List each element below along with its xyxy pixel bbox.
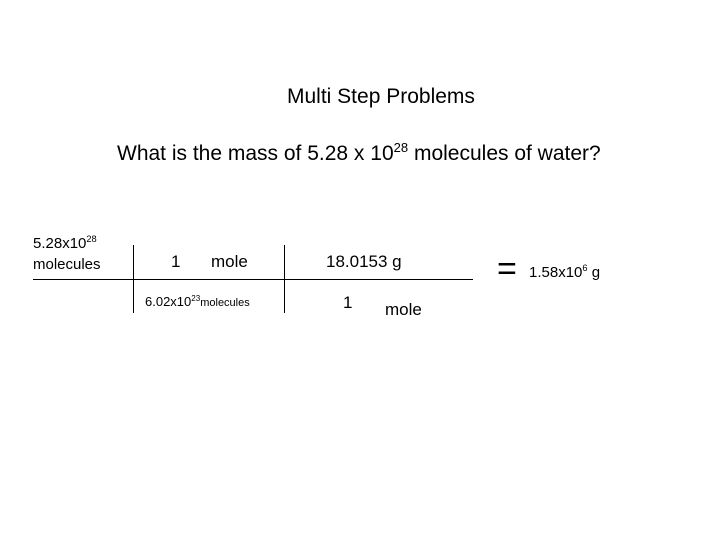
answer-unit: g <box>587 264 601 281</box>
factor1-denominator-unit: molecules <box>200 297 250 309</box>
question-prefix: What is the mass of 5.28 x 10 <box>117 142 394 165</box>
factor1-denominator <box>145 294 250 309</box>
answer <box>529 264 600 281</box>
given-quantity <box>33 234 101 274</box>
slide-title: Multi Step Problems <box>287 85 475 108</box>
given-unit: molecules <box>33 256 101 273</box>
answer-base: 1.58x10 <box>529 264 583 281</box>
given-base: 5.28x10 <box>33 235 87 252</box>
given-exponent: 28 <box>86 234 97 245</box>
factor1-numerator-value: 1 <box>171 252 181 271</box>
question-suffix: molecules of water? <box>408 142 601 165</box>
factor-divider-2 <box>284 245 285 313</box>
factor1-denominator-base: 6.02x10 <box>145 294 192 309</box>
factor2-denominator-value: 1 <box>343 293 353 312</box>
factor-divider-1 <box>133 245 134 313</box>
factor2-numerator: 18.0153 g <box>326 252 402 271</box>
fraction-bar <box>33 279 473 280</box>
factor2-denominator-unit: mole <box>385 300 422 319</box>
question-exponent: 28 <box>393 139 409 155</box>
given-value <box>33 234 101 255</box>
factor1-denominator-exponent: 23 <box>191 294 201 304</box>
question-text <box>117 139 601 166</box>
factor1-numerator-unit: mole <box>211 252 248 271</box>
answer-exponent: 6 <box>582 263 588 274</box>
equals-sign: = <box>497 250 517 288</box>
